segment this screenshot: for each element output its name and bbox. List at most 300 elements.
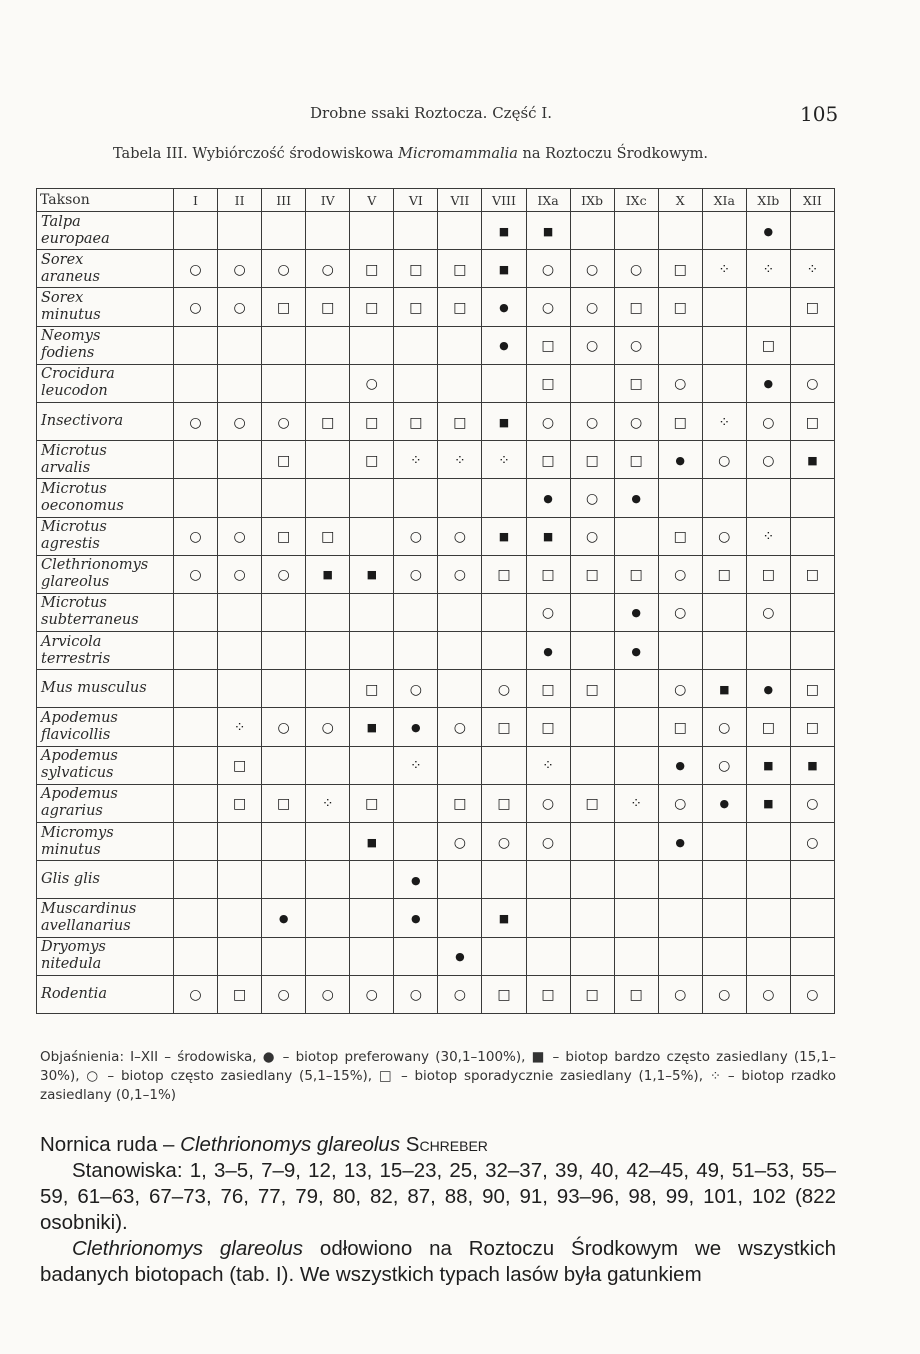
habitat-cell-iv [306, 975, 350, 1013]
habitat-cell-xii [790, 975, 834, 1013]
habitat-cell-ii [218, 784, 262, 822]
symbol-circle-icon: ○ [409, 567, 422, 584]
habitat-cell-xia [702, 402, 746, 440]
taxon-cell [37, 899, 174, 937]
symbol-open-square-icon: □ [321, 529, 335, 546]
symbol-open-square-icon: □ [232, 796, 247, 813]
table-row [37, 250, 835, 288]
symbol-circle-icon: ○ [189, 567, 202, 584]
habitat-cell-ixa [526, 250, 570, 288]
habitat-cell-vi [394, 593, 438, 631]
symbol-open-square-icon: □ [585, 987, 599, 1004]
habitat-cell-v [350, 593, 394, 631]
taxon-cell [37, 823, 174, 861]
caption-suffix: na Roztoczu Środkowym. [517, 146, 708, 162]
symbol-circle-icon: ○ [630, 338, 643, 355]
symbol-circle-icon: ○ [541, 261, 555, 278]
habitat-cell-xii [790, 402, 834, 440]
symbol-dot-icon: ● [675, 835, 686, 849]
habitat-cell-ixb [570, 899, 614, 937]
symbol-rare-icon: ⁘ [718, 261, 731, 278]
taxon-cell [37, 212, 174, 250]
taxon-cell [37, 479, 174, 517]
habitat-cell-vi [394, 441, 438, 479]
habitat-cell-xib [746, 899, 790, 937]
symbol-dot-icon: ● [499, 300, 509, 314]
symbol-rare-icon: ⁘ [454, 452, 466, 469]
habitat-cell-iv [306, 746, 350, 784]
habitat-cell-xii [790, 250, 834, 288]
habitat-cell-ixa [526, 823, 570, 861]
habitat-cell-iii [262, 555, 306, 593]
habitat-cell-xii [790, 937, 834, 975]
symbol-square-icon: ■ [807, 453, 818, 467]
habitat-cell-i [174, 364, 218, 402]
symbol-dot-icon: ● [411, 911, 421, 925]
habitat-cell-ixa [526, 441, 570, 479]
habitat-cell-xia [702, 746, 746, 784]
habitat-cell-ixb [570, 555, 614, 593]
taxon-name-line: Microtus [41, 442, 107, 459]
habitat-cell-vii [438, 746, 482, 784]
habitat-cell-ii [218, 402, 262, 440]
symbol-circle-icon: ○ [497, 834, 511, 851]
habitat-cell-x [658, 708, 702, 746]
symbol-open-square-icon: □ [805, 567, 820, 584]
habitat-cell-iii [262, 479, 306, 517]
habitat-cell-x [658, 288, 702, 326]
habitat-cell-vi [394, 823, 438, 861]
habitat-cell-vi [394, 402, 438, 440]
symbol-rare-icon: ⁘ [806, 261, 819, 278]
habitat-cell-vi [394, 746, 438, 784]
symbol-circle-icon: ○ [674, 567, 687, 584]
symbol-circle-icon: ○ [277, 720, 290, 737]
symbol-open-square-icon: □ [629, 567, 643, 584]
habitat-cell-i [174, 746, 218, 784]
taxon-name-line: Crocidura [41, 366, 115, 383]
table-row [37, 402, 835, 440]
habitat-cell-i [174, 708, 218, 746]
species-heading: Nornica ruda – Clethrionomys glareolus Schreber [40, 1133, 488, 1156]
taxon-name-line: fodiens [41, 345, 95, 362]
habitat-cell-vi [394, 250, 438, 288]
symbol-open-square-icon: □ [541, 452, 555, 469]
habitat-cell-i [174, 250, 218, 288]
taxon-cell [37, 861, 174, 899]
habitat-cell-vi [394, 479, 438, 517]
habitat-cell-i [174, 670, 218, 708]
species-latin-name: Clethrionomys glareolus [180, 1133, 401, 1156]
habitat-cell-vii [438, 937, 482, 975]
symbol-circle-icon: ○ [365, 987, 378, 1004]
taxon-name-line: Dryomys [41, 939, 106, 956]
habitat-cell-v [350, 441, 394, 479]
taxon-name-line: Sorex [41, 251, 84, 268]
symbol-square-icon: ■ [498, 262, 510, 276]
habitat-cell-ixc [614, 861, 658, 899]
habitat-cell-ii [218, 746, 262, 784]
habitat-cell-viii [482, 517, 526, 555]
symbol-circle-icon: ○ [806, 834, 819, 851]
symbol-open-square-icon: □ [805, 720, 820, 737]
habitat-cell-iii [262, 975, 306, 1013]
symbol-dot-icon: ● [675, 759, 686, 773]
habitat-cell-xii [790, 593, 834, 631]
taxon-name-line: Arvicola [41, 633, 102, 650]
habitat-cell-ii [218, 212, 262, 250]
habitat-cell-ixb [570, 326, 614, 364]
habitat-cell-vii [438, 288, 482, 326]
column-header-iii: III [262, 189, 306, 212]
habitat-cell-vi [394, 632, 438, 670]
habitat-cell-ii [218, 708, 262, 746]
taxon-cell [37, 288, 174, 326]
column-header-ii: II [218, 189, 262, 212]
habitat-cell-xia [702, 861, 746, 899]
table-row [37, 861, 835, 899]
habitat-cell-i [174, 861, 218, 899]
table-row [37, 975, 835, 1013]
habitat-cell-xia [702, 212, 746, 250]
symbol-circle-icon: ○ [541, 834, 555, 851]
taxon-name-line: minutus [41, 841, 101, 858]
habitat-cell-x [658, 632, 702, 670]
habitat-cell-ixc [614, 823, 658, 861]
symbol-open-square-icon: □ [409, 299, 423, 316]
taxon-name-line: Rodentia [41, 985, 107, 1002]
habitat-cell-x [658, 784, 702, 822]
habitat-cell-xib [746, 975, 790, 1013]
habitat-cell-xii [790, 517, 834, 555]
habitat-cell-ixb [570, 441, 614, 479]
habitat-cell-iv [306, 593, 350, 631]
symbol-circle-icon: ○ [453, 834, 467, 851]
habitat-cell-viii [482, 784, 526, 822]
habitat-cell-iii [262, 670, 306, 708]
habitat-cell-viii [482, 212, 526, 250]
symbol-open-square-icon: □ [541, 681, 555, 698]
table-row [37, 632, 835, 670]
habitat-cell-xii [790, 632, 834, 670]
symbol-circle-icon: ○ [233, 261, 246, 278]
symbol-open-square-icon: □ [365, 414, 379, 431]
taxon-cell [37, 784, 174, 822]
symbol-rare-icon: ⁘ [233, 720, 246, 737]
symbol-circle-icon: ○ [585, 490, 599, 507]
symbol-circle-icon: ○ [806, 376, 819, 393]
habitat-cell-xib [746, 326, 790, 364]
symbol-open-square-icon: □ [761, 567, 775, 584]
taxon-name-line: Insectivora [41, 413, 124, 430]
habitat-cell-ii [218, 823, 262, 861]
habitat-cell-vii [438, 555, 482, 593]
taxon-name-line: subterraneus [41, 612, 139, 629]
habitat-cell-xib [746, 479, 790, 517]
habitat-cell-xii [790, 479, 834, 517]
habitat-cell-v [350, 555, 394, 593]
habitat-cell-xii [790, 861, 834, 899]
habitat-cell-iv [306, 441, 350, 479]
habitat-cell-vi [394, 899, 438, 937]
habitat-cell-ii [218, 555, 262, 593]
table-row [37, 823, 835, 861]
habitat-cell-ixc [614, 441, 658, 479]
column-header-xib: XIb [746, 189, 790, 212]
habitat-cell-ixa [526, 364, 570, 402]
habitat-cell-xib [746, 593, 790, 631]
symbol-circle-icon: ○ [806, 987, 819, 1004]
symbol-circle-icon: ○ [189, 987, 202, 1004]
column-header-vii: VII [438, 189, 482, 212]
symbol-circle-icon: ○ [718, 452, 731, 469]
symbol-square-icon: ■ [322, 568, 333, 582]
habitat-cell-i [174, 212, 218, 250]
habitat-cell-x [658, 441, 702, 479]
habitat-cell-vii [438, 899, 482, 937]
table-row [37, 670, 835, 708]
taxon-name-line: terrestris [41, 650, 111, 667]
symbol-square-icon: ■ [498, 530, 510, 544]
symbol-square-icon: ■ [542, 224, 554, 238]
habitat-cell-i [174, 288, 218, 326]
column-header-ixc: IXc [614, 189, 658, 212]
symbol-dot-icon: ● [763, 682, 774, 696]
symbol-open-square-icon: □ [365, 452, 379, 469]
column-header-v: V [350, 189, 394, 212]
symbol-circle-icon: ○ [674, 796, 687, 813]
symbol-open-square-icon: □ [409, 414, 423, 431]
habitat-cell-ixa [526, 479, 570, 517]
symbol-dot-icon: ● [763, 224, 774, 238]
symbol-circle-icon: ○ [277, 987, 290, 1004]
symbol-circle-icon: ○ [321, 261, 334, 278]
habitat-cell-iv [306, 288, 350, 326]
habitat-cell-xib [746, 250, 790, 288]
table-header-row [37, 189, 835, 212]
habitat-cell-vi [394, 708, 438, 746]
habitat-cell-ii [218, 593, 262, 631]
taxon-cell [37, 708, 174, 746]
symbol-dot-icon: ● [631, 606, 641, 620]
taxon-name-line: agrarius [41, 803, 103, 820]
symbol-open-square-icon: □ [497, 987, 511, 1004]
habitat-cell-vi [394, 784, 438, 822]
symbol-open-square-icon: □ [673, 529, 687, 546]
habitat-cell-ixc [614, 250, 658, 288]
symbol-circle-icon: ○ [674, 376, 687, 393]
habitat-cell-xib [746, 364, 790, 402]
habitat-cell-ixc [614, 212, 658, 250]
taxon-name-line: minutus [41, 306, 101, 323]
symbol-circle-icon: ○ [630, 261, 643, 278]
symbol-square-icon: ■ [366, 721, 377, 735]
symbol-open-square-icon: □ [277, 299, 291, 316]
symbol-open-square-icon: □ [321, 414, 335, 431]
habitat-cell-x [658, 861, 702, 899]
habitat-cell-xii [790, 364, 834, 402]
habitat-cell-viii [482, 288, 526, 326]
habitat-cell-ixa [526, 937, 570, 975]
symbol-open-square-icon: □ [761, 720, 775, 737]
habitat-cell-ixc [614, 784, 658, 822]
taxon-name-line: flavicollis [41, 727, 111, 744]
habitat-cell-ixa [526, 288, 570, 326]
habitat-cell-viii [482, 441, 526, 479]
symbol-open-square-icon: □ [805, 681, 820, 698]
habitat-cell-i [174, 555, 218, 593]
habitat-cell-vi [394, 670, 438, 708]
habitat-cell-xii [790, 670, 834, 708]
table-row [37, 288, 835, 326]
symbol-open-square-icon: □ [673, 299, 687, 316]
table-row [37, 746, 835, 784]
habitat-cell-ixa [526, 746, 570, 784]
habitat-cell-ixa [526, 670, 570, 708]
symbol-circle-icon: ○ [189, 261, 202, 278]
taxon-name-line: araneus [41, 268, 100, 285]
symbol-circle-icon: ○ [630, 414, 643, 431]
table-row [37, 784, 835, 822]
habitat-cell-vi [394, 937, 438, 975]
habitat-cell-iv [306, 250, 350, 288]
habitat-cell-v [350, 937, 394, 975]
habitat-cell-v [350, 670, 394, 708]
symbol-open-square-icon: □ [541, 987, 555, 1004]
habitat-cell-xia [702, 784, 746, 822]
habitat-cell-ii [218, 326, 262, 364]
taxon-name-line: Microtus [41, 519, 107, 536]
habitat-cell-x [658, 479, 702, 517]
symbol-open-square-icon: □ [541, 376, 555, 393]
taxon-name-line: Apodemus [41, 748, 118, 765]
taxon-name-line: Glis glis [41, 871, 100, 888]
habitat-cell-ixc [614, 708, 658, 746]
habitat-cell-vii [438, 593, 482, 631]
body-text [40, 1132, 836, 1288]
habitat-cell-ixb [570, 708, 614, 746]
habitat-cell-vii [438, 975, 482, 1013]
habitat-cell-ii [218, 899, 262, 937]
species-author: Schreber [405, 1133, 488, 1156]
table-row [37, 364, 835, 402]
habitat-cell-i [174, 899, 218, 937]
habitat-cell-ixc [614, 670, 658, 708]
habitat-cell-xib [746, 441, 790, 479]
habitat-cell-xia [702, 364, 746, 402]
habitat-cell-vi [394, 975, 438, 1013]
habitat-cell-vi [394, 364, 438, 402]
symbol-open-square-icon: □ [717, 567, 731, 584]
taxon-name-line: avellanarius [41, 917, 131, 934]
habitat-cell-ixb [570, 632, 614, 670]
habitat-cell-vi [394, 288, 438, 326]
sites-paragraph: Stanowiska: 1, 3–5, 7–9, 12, 13, 15–23, 25, 32–37, 39, 40, 42–45, 49, 51–53, 55–59, 61–63, 67–73, 76, 77, 79, 80, 82, 87, 88, 90, 91, 93–96, 98, 99, 101, 102 (822 osobniki). [40, 1159, 836, 1234]
symbol-circle-icon: ○ [277, 261, 290, 278]
symbol-circle-icon: ○ [277, 567, 290, 584]
habitat-cell-x [658, 555, 702, 593]
habitat-cell-iv [306, 517, 350, 555]
habitat-cell-ixa [526, 975, 570, 1013]
habitat-cell-i [174, 937, 218, 975]
symbol-circle-icon: ○ [585, 299, 599, 316]
taxon-cell [37, 746, 174, 784]
habitat-cell-v [350, 288, 394, 326]
habitat-cell-viii [482, 899, 526, 937]
habitat-cell-ii [218, 670, 262, 708]
table-row [37, 517, 835, 555]
symbol-circle-icon: ○ [585, 338, 599, 355]
habitat-cell-x [658, 937, 702, 975]
habitat-cell-viii [482, 402, 526, 440]
symbol-dot-icon: ● [763, 377, 774, 391]
symbol-circle-icon: ○ [453, 567, 467, 584]
table-row [37, 479, 835, 517]
symbol-circle-icon: ○ [674, 987, 687, 1004]
habitat-cell-viii [482, 823, 526, 861]
taxon-cell [37, 517, 174, 555]
habitat-cell-xib [746, 517, 790, 555]
habitat-cell-x [658, 593, 702, 631]
habitat-cell-iv [306, 326, 350, 364]
habitat-cell-ixa [526, 326, 570, 364]
habitat-cell-ixa [526, 593, 570, 631]
taxon-name-line: Microtus [41, 595, 107, 612]
habitat-cell-ixb [570, 517, 614, 555]
habitat-cell-ixc [614, 555, 658, 593]
table-row [37, 593, 835, 631]
symbol-circle-icon: ○ [409, 987, 422, 1004]
habitat-cell-v [350, 899, 394, 937]
taxon-cell [37, 441, 174, 479]
column-header-ixa: IXa [526, 189, 570, 212]
habitat-cell-ixb [570, 937, 614, 975]
taxon-name-line: Clethrionomys [41, 557, 149, 574]
habitat-cell-ii [218, 441, 262, 479]
habitat-cell-ixa [526, 708, 570, 746]
habitat-cell-x [658, 212, 702, 250]
taxon-name-line: Micromys [41, 824, 114, 841]
habitat-cell-v [350, 517, 394, 555]
habitat-cell-iii [262, 250, 306, 288]
column-header-i: I [174, 189, 218, 212]
habitat-cell-iv [306, 937, 350, 975]
symbol-circle-icon: ○ [277, 414, 290, 431]
taxon-name-line: leucodon [41, 383, 108, 400]
symbol-dot-icon: ● [411, 721, 421, 735]
symbol-open-square-icon: □ [277, 452, 291, 469]
habitat-cell-x [658, 402, 702, 440]
symbol-circle-icon: ○ [762, 987, 775, 1004]
habitat-cell-v [350, 861, 394, 899]
habitat-cell-ixc [614, 479, 658, 517]
habitat-cell-viii [482, 861, 526, 899]
habitat-cell-ixc [614, 975, 658, 1013]
habitat-cell-ixc [614, 746, 658, 784]
habitat-cell-vii [438, 212, 482, 250]
symbol-rare-icon: ⁘ [762, 529, 775, 546]
habitat-cell-iii [262, 364, 306, 402]
taxon-cell [37, 632, 174, 670]
habitat-cell-viii [482, 746, 526, 784]
symbol-square-icon: ■ [763, 759, 774, 773]
habitat-cell-ixc [614, 632, 658, 670]
column-header-iv: IV [306, 189, 350, 212]
table-row [37, 899, 835, 937]
caption-italic: Micromammalia [398, 146, 518, 162]
habitat-cell-iii [262, 517, 306, 555]
symbol-open-square-icon: □ [629, 987, 643, 1004]
